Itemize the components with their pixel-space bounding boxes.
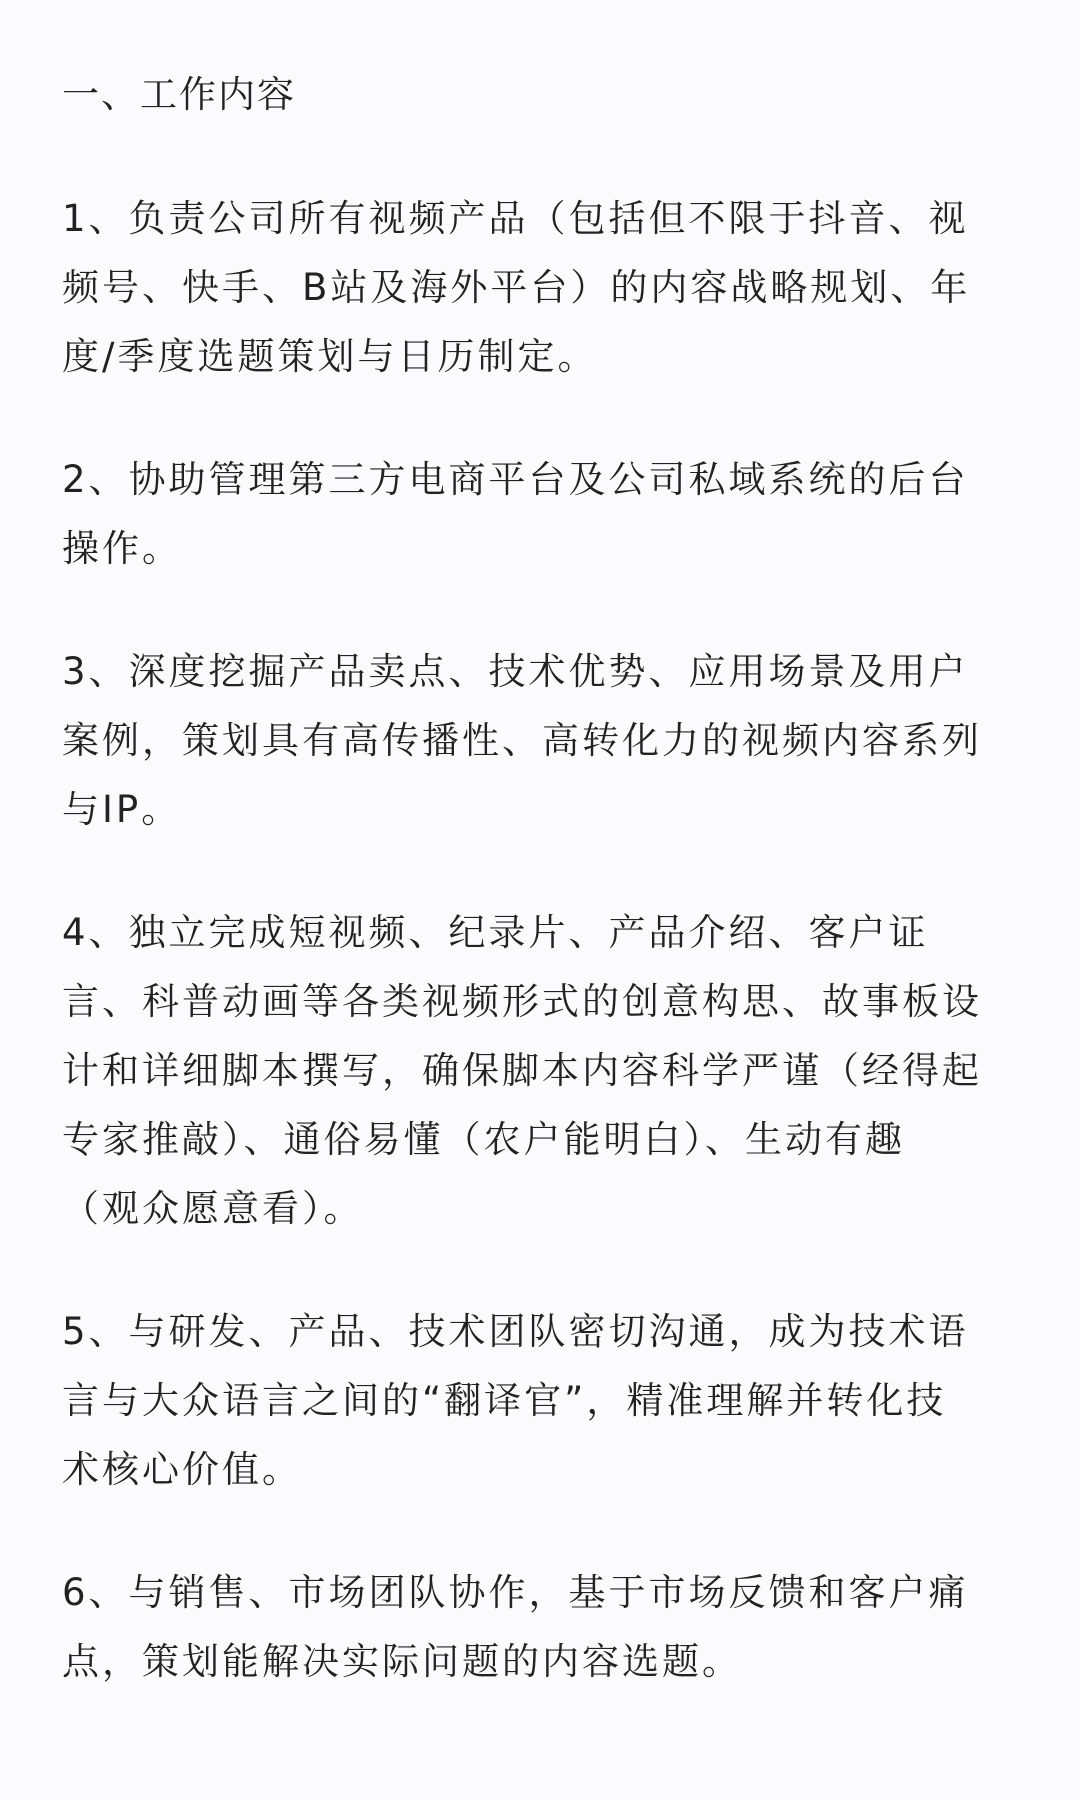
list-item: 3、深度挖掘产品卖点、技术优势、应用场景及用户 案例，策划具有高传播性、高转化力的视频内容系列 与IP。: [62, 650, 982, 831]
list-item: 2、协助管理第三方电商平台及公司私域系统的后台 操作。: [62, 458, 969, 570]
list-item: 4、独立完成短视频、纪录片、产品介绍、客户证 言、科普动画等各类视频形式的创意构思、故事板设 计和详细脚本撰写，确保脚本内容科学严谨（经得起 专家推敲）、通俗易懂（农户能明白）、生动有趣 （观众愿意看）。: [62, 911, 982, 1230]
list-item: 1、负责公司所有视频产品（包括但不限于抖音、视 频号、快手、B站及海外平台）的内容战略规划、年 度/季度选题策划与日历制定。: [62, 197, 971, 378]
section-heading: 一、工作内容: [62, 73, 296, 116]
list-item: 6、与销售、市场团队协作，基于市场反馈和客户痛 点，策划能解决实际问题的内容选题。: [62, 1571, 969, 1683]
list-item: 5、与研发、产品、技术团队密切沟通，成为技术语 言与大众语言之间的“翻译官”，精准理解并转化技 术核心价值。: [62, 1310, 969, 1491]
